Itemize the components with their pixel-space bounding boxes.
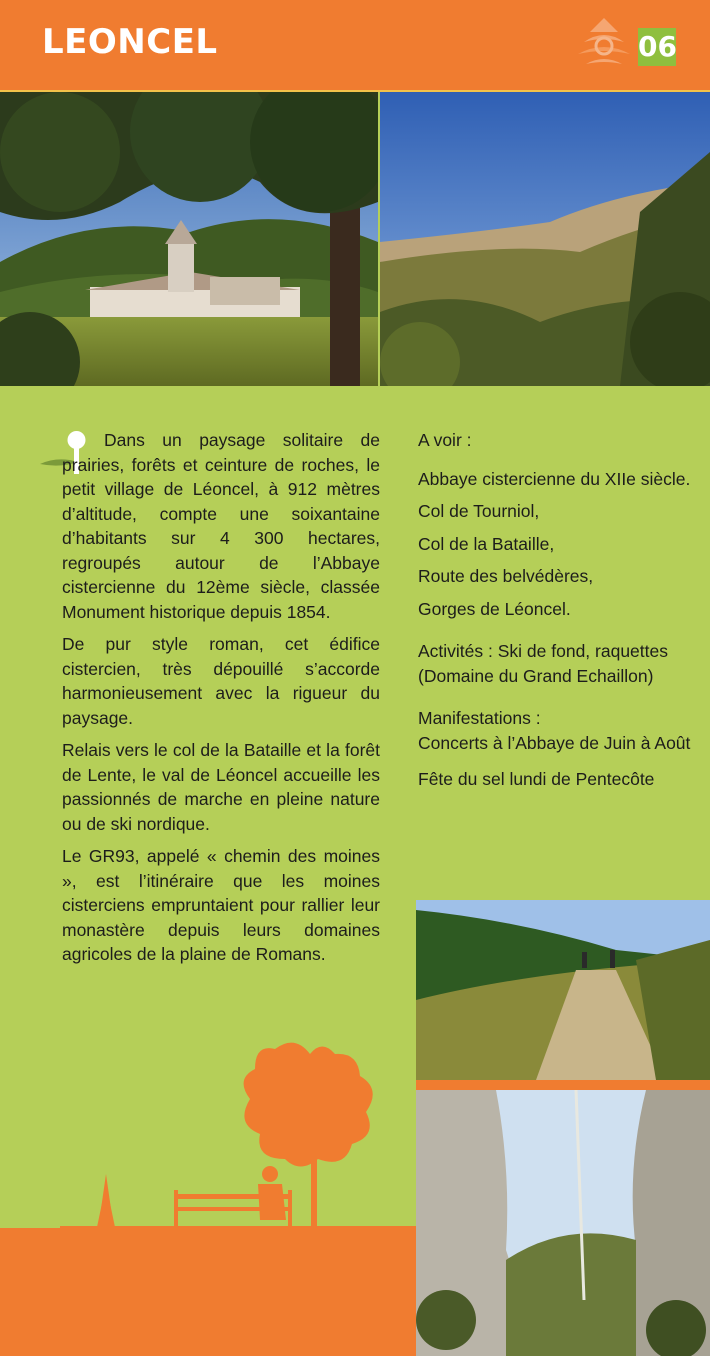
- manifestation-item: Concerts à l’Abbaye de Juin à Août: [418, 732, 691, 753]
- orange-divider: [416, 1080, 710, 1090]
- intro-paragraph: De pur style roman, cet édifice cistercien, très dépouillé s’accorde harmonieusement avec la rigueur du paysage.: [62, 634, 380, 728]
- intro-paragraph: Relais vers le col de la Bataille et la forêt de Lente, le val de Léoncel accueille les passionnés de marche en pleine nature ou de ski nordique.: [62, 740, 380, 834]
- abbey-photo: [0, 92, 378, 386]
- page-number-badge: 06: [638, 28, 676, 66]
- a-voir-item: Route des belvédères,: [418, 566, 594, 586]
- valley-photo: [380, 92, 710, 386]
- hiking-path-photo: [416, 900, 710, 1080]
- village-logo-icon: [574, 14, 634, 74]
- intro-paragraph: Le GR93, appelé « chemin des moines », est l’itinéraire que les moines cisterciens empruntaient pour rallier leur monastère depuis leurs domaines agricoles de la plaine de Romans.: [62, 846, 380, 964]
- tree-bench-silhouette-icon: [60, 1034, 416, 1232]
- gorge-photo: [416, 1090, 710, 1356]
- a-voir-item: Col de Tourniol,: [418, 501, 540, 521]
- manifestations-heading: [418, 706, 708, 731]
- a-voir-item: Abbaye cistercienne du XIIe siècle.: [418, 468, 691, 489]
- intro-paragraph: Dans un paysage solitaire de prairies, forêts et ceinture de roches, le petit village de Léoncel, à 912 mètres d’altitude, compte une soixantaine d’habitants sur 4 300 hectares, regroupés autour de l’Abbaye cistercienne du 12ème siècle, classée Monument historique depuis 1854.: [62, 430, 380, 622]
- a-voir-item: Gorges de Léoncel.: [418, 598, 571, 619]
- page-header: [0, 0, 710, 92]
- activites: [418, 639, 708, 688]
- activites-label: Activités: [418, 641, 484, 661]
- manifestations-suffix: :: [530, 708, 541, 728]
- manifestation-item: Fête du sel lundi de Pentecôte: [418, 769, 655, 789]
- footer-band: [0, 1228, 416, 1356]
- a-voir-item: Col de la Bataille,: [418, 533, 555, 554]
- info-sidebar: [418, 428, 708, 792]
- a-voir-heading: A voir :: [418, 430, 472, 450]
- manifestations-label: Manifestations: [418, 708, 531, 728]
- activites-text: : Ski de fond, raquettes (Domaine du Grand Echaillon): [418, 641, 668, 686]
- intro-text: [62, 428, 380, 975]
- page-title: LEONCEL: [42, 22, 218, 62]
